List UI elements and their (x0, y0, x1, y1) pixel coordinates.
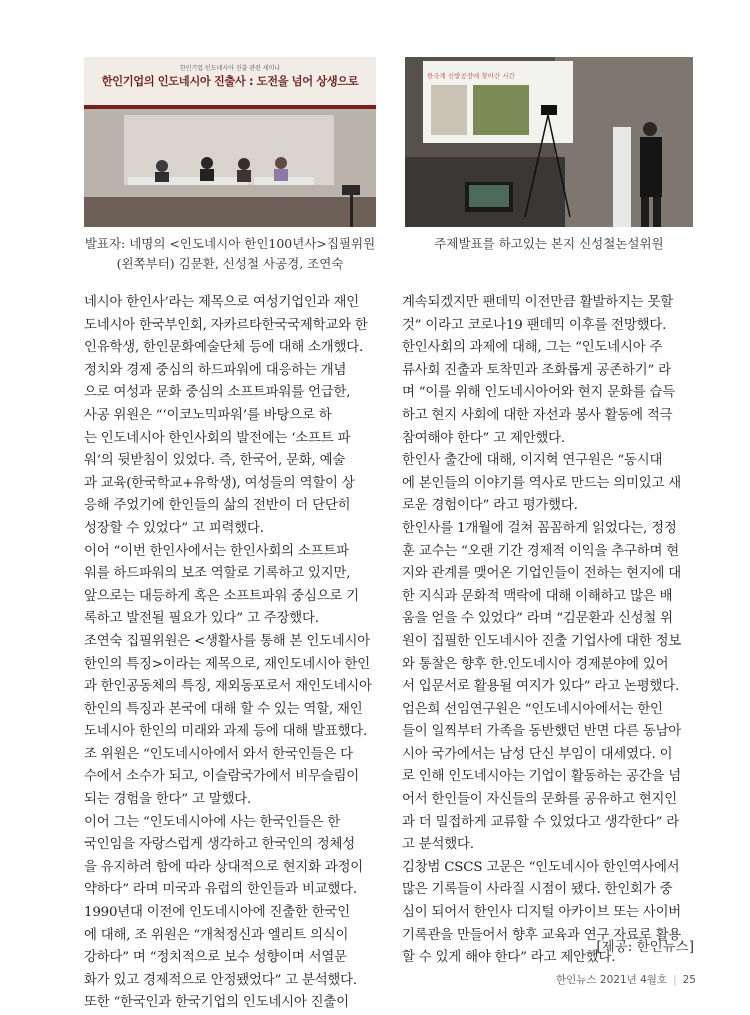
footer-divider: | (673, 974, 677, 986)
page-footer (556, 972, 696, 987)
paragraph: 이어 그는 “인도네시아에 사는 한국인들은 한 국인임을 자랑스럽게 생각하고 한국인의 정체성 을 유지하려 함에 따라 상대적으로 현지화 과정이 약하다” 라며 미국과 유럽의 한인들과 비교했다. (84, 814, 364, 898)
slide-heading: 한국계 신발공장에 찾아간 시간 (427, 72, 515, 80)
right-photo-caption (405, 234, 693, 254)
caption-line: (왼쪽부터) 김문환, 신성철 사공경, 조연숙 (116, 256, 344, 271)
page-number: 25 (682, 974, 696, 986)
paragraph: 계속되겠지만 팬데믹 이전만큼 활발하지는 못할 것” 이라고 코로나19 팬데믹 이후를 전망했다. (402, 295, 673, 333)
paragraph: 네시아 한인사’라는 제목으로 여성기업인과 재인 도네시아 한국부인회, 자카르타한국국제학교와 한 인유학생, 한인문화예술단체 등에 대해 소개했다. (84, 295, 368, 356)
banner-subtitle: 한인기업 인도네시아 진출 관련 세미나 (179, 65, 281, 72)
caption-line: 주제발표를 하고있는 본지 신성철논설위원 (434, 236, 664, 251)
article-left-column (84, 292, 376, 1015)
presentation-photo (405, 57, 693, 227)
paragraph: 조 위원은 “인도네시아에서 와서 한국인들은 다 수에서 소수가 되고, 이슬람국가에서 비무슬림이 되는 경험을 한다” 고 말했다. (84, 746, 359, 808)
paragraph: 이어 “이번 한인사에서는 한인사회의 소프트파 워를 하드파워의 보조 역할로 기록하고 있지만, 앞으로는 대등하게 혹은 소프트파워 중심으로 기 록하고 발전될 필요가 있다” 고 주장했다. (84, 543, 359, 627)
paragraph: 1990년대 이전에 인도네시아에 진출한 한국인 에 대해, 조 위원은 “개척정신과 엘리트 의식이 강하다” 며 “정치적으로 보수 성향이며 서열문 화가 있고 경제적으로 안정됐었다” 고 분석했다. 또한 “한국인과 한국기업의 인도네시아 진출이 (84, 905, 357, 1011)
article-right-column (402, 292, 696, 970)
paragraph: 한인사를 1개월에 걸쳐 꼼꼼하게 읽었다는, 정정 훈 교수는 “오랜 기간 경제적 이익을 추구하며 현 지와 관계를 맺어온 기업인들이 전하는 현지에 대 한 지식과 문화적 맥락에 대해 이해하고 많은 배 움을 얻을 수 있었다” 라며 “김문환과 신성철 위 원이 집필한 인도네시아 진출 기업사에 대한 정보 와 통찰은 향후 한.인도네시아 경제분야에 있어 서 입문서로 활용될 여지가 있다” 라고 논평했다. (402, 520, 682, 695)
paragraph: 엄은희 선임연구원은 “인도네시아에서는 한인 들이 일찍부터 가족을 동반했던 반면 다른 동남아 시아 국가에서는 남성 단신 부임이 대세였다. 이 로 인해 인도네시아는 기업이 활동하는 공간을 넘 어서 한인들이 자신들의 문화를 공유하고 현지인 과 더 밀접하게 교류할 수 있었다고 생각한다” 라 고 분석했다. (402, 701, 682, 853)
seminar-panel-photo (84, 57, 376, 227)
paragraph: 김창범 CSCS 고문은 “인도네시아 한인역사에서 많은 기록들이 사라질 시점이 됐다. 한인회가 중 심이 되어서 한인사 디지털 아카이브 또는 사이버 기록관을 만들어서 향후 교육과 연구 자료로 활용 할 수 있게 해야 한다” 라고 제안했다. (402, 859, 682, 966)
paragraph: 한인사회의 과제에 대해, 그는 “인도네시아 주 류사회 진출과 토착민과 조화롭게 공존하기” 라 며 “이를 위해 인도네시아어와 현지 문화를 습득 하고 현지 사회에 대한 자선과 봉사 활동에 적극 참여해야 한다” 고 제안했다. (402, 340, 675, 446)
paragraph: 조연숙 집필위원은 <생활사를 통해 본 인도네시아 한인의 특징>이라는 제목으로, 재인도네시아 한인 과 한인공동체의 특징, 재외동포로서 재인도네시아 한인의 특징과 본국에 대해 할 수 있는 역할, 재인 도네시아 한인의 미래와 과제 등에 대해 발표했다. (84, 633, 372, 740)
publication-name: 한인뉴스 2021년 4월호 (556, 974, 668, 986)
banner-title: 한인기업의 인도네시아 진출사 : 도전을 넘어 상생으로 (101, 75, 359, 88)
caption-line: 발표자: 네명의 <인도네시아 한인100년사>집필위원 (84, 236, 376, 251)
paragraph: 정치와 경제 중심의 하드파워에 대응하는 개념 으로 여성과 문화 중심의 소프트파워를 언급한, 사공 위원은 “‘이코노믹파워’를 바탕으로 하 는 인도네시아 한인사회의 발전에는 ‘소프트 파 워’의 뒷받침이 있었다. 즉, 한국어, 문화, 예술 과 교육(한국학교+유학생), 여성들의 역할이 상 응해 주었기에 한인들의 삶의 전반이 더 단단히 성장할 수 있었다” 고 피력했다. (84, 362, 355, 536)
article-credit: [제공: 한인뉴스] (596, 939, 694, 955)
paragraph: 한인사 출간에 대해, 이지혁 연구원은 “동시대 에 본인들의 이야기를 역사로 만드는 의미있고 새 로운 경험이다” 라고 평가했다. (402, 453, 682, 514)
left-photo-caption (84, 234, 376, 274)
